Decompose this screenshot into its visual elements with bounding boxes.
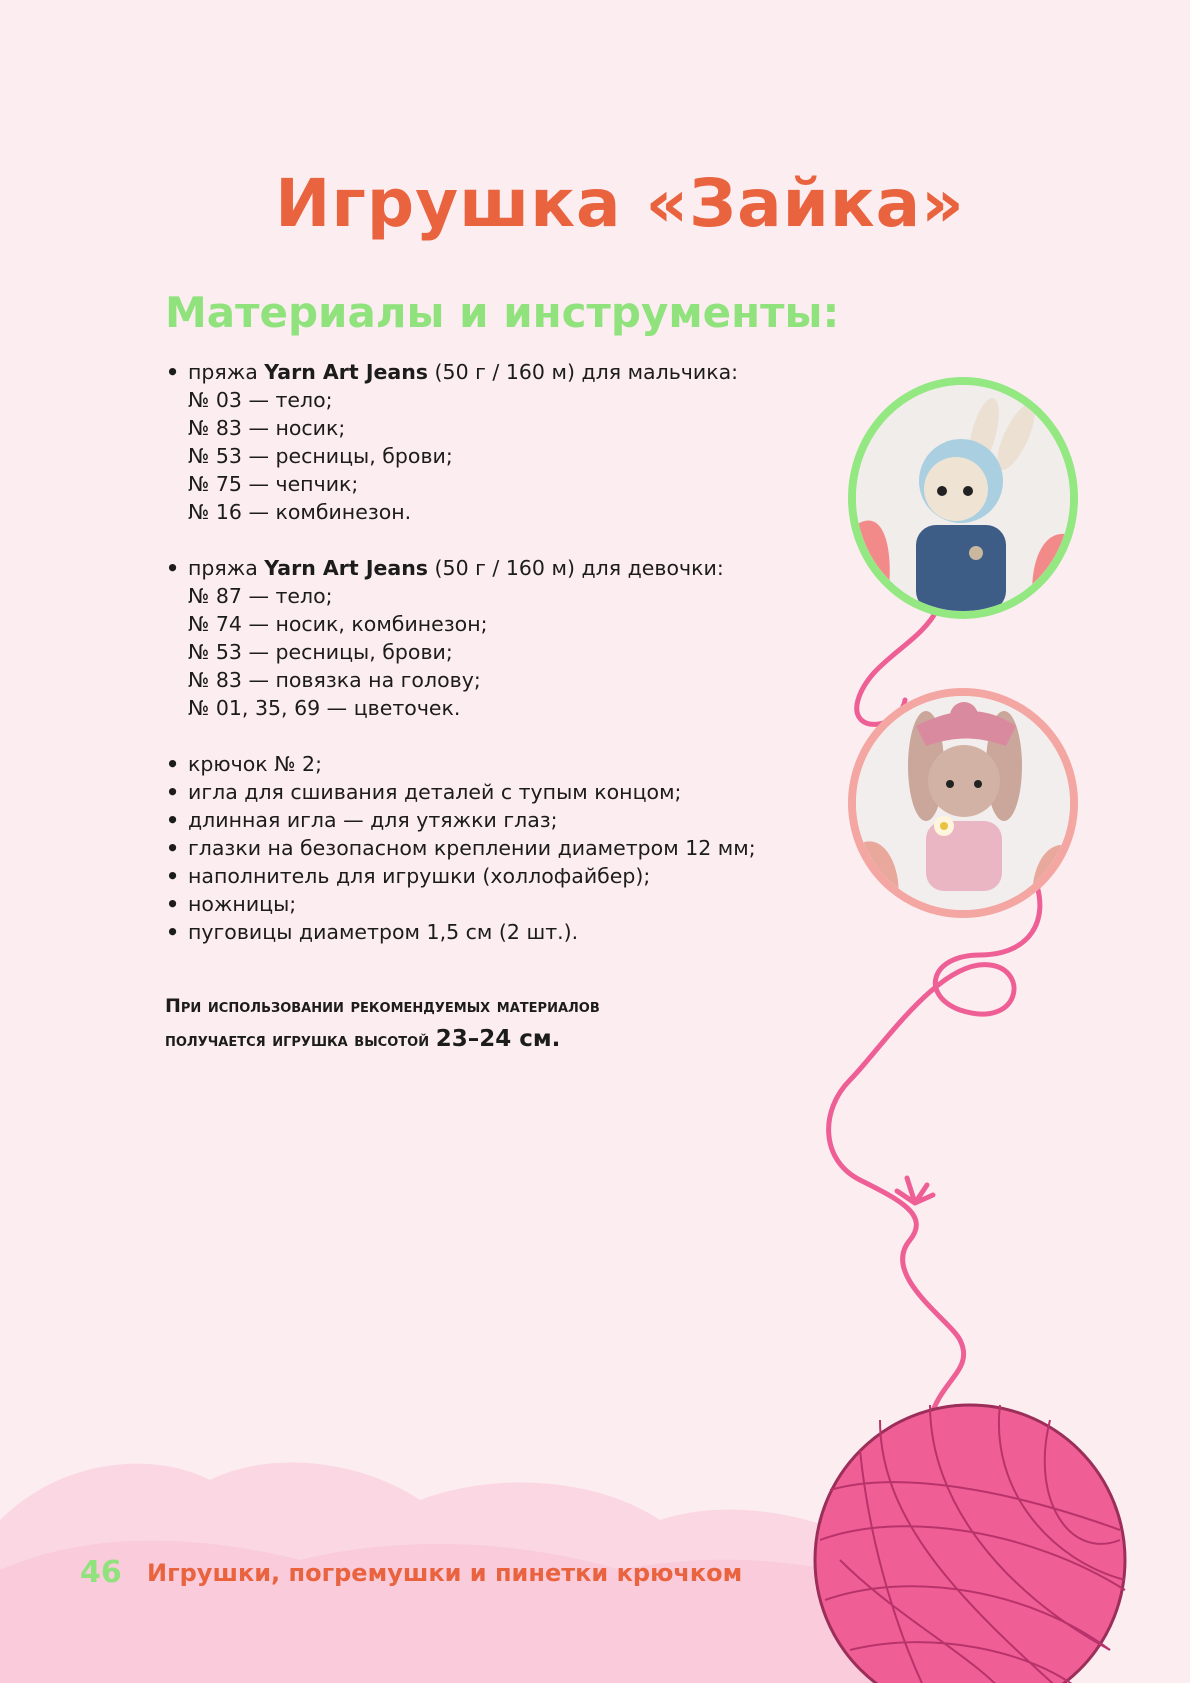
size-note-line2: получается игрушка высотой xyxy=(165,1029,436,1051)
girl-bunny-photo xyxy=(848,688,1078,918)
tool-item: • крючок № 2; xyxy=(160,750,800,778)
girl-yarn-color: № 87 — тело; xyxy=(188,584,333,608)
boy-yarn-item xyxy=(160,358,800,386)
boy-bunny-image xyxy=(856,385,1070,611)
girl-yarn-color: № 53 — ресницы, брови; xyxy=(188,640,453,664)
boy-yarn-color: № 83 — носик; xyxy=(188,416,346,440)
book-title: Игрушки, погремушки и пинетки крючком xyxy=(147,1559,743,1587)
tool-item: • игла для сшивания деталей с тупым концом; xyxy=(160,778,800,806)
boy-yarn-color: № 75 — чепчик; xyxy=(188,472,359,496)
boy-yarn-color: № 03 — тело; xyxy=(188,388,333,412)
tool-item: • глазки на безопасном креплении диаметром 12 мм; xyxy=(160,834,800,862)
boy-yarn-suffix: (50 г / 160 м) для мальчика: xyxy=(428,360,739,384)
girl-yarn-color: № 01, 35, 69 — цветочек. xyxy=(188,696,461,720)
tool-item: • ножницы; xyxy=(160,890,800,918)
boy-yarn-prefix: пряжа xyxy=(188,360,265,384)
boy-yarn-color: № 16 — комбинезон. xyxy=(188,500,412,524)
girl-yarn-color: № 74 — носик, комбинезон; xyxy=(188,612,488,636)
page-title: Игрушка «Зайка» xyxy=(275,165,965,242)
tool-item: • пуговицы диаметром 1,5 см (2 шт.). xyxy=(160,918,800,946)
girl-yarn-prefix: пряжа xyxy=(188,556,265,580)
girl-yarn-group xyxy=(160,554,800,722)
boy-yarn-brand: Yarn Art Jeans xyxy=(264,360,429,384)
boy-bunny-photo xyxy=(848,377,1078,619)
page-number: 46 xyxy=(80,1555,122,1590)
girl-yarn-suffix: (50 г / 160 м) для девочки: xyxy=(428,556,724,580)
tools-list xyxy=(160,750,800,946)
girl-bunny-image xyxy=(856,696,1070,910)
girl-yarn-item xyxy=(160,554,800,582)
tool-item: • длинная игла — для утяжки глаз; xyxy=(160,806,800,834)
section-heading: Материалы и инструменты: xyxy=(165,288,840,337)
toy-height: 23–24 см. xyxy=(435,1026,561,1052)
size-note-line1: При использовании рекомендуемых материалов xyxy=(165,995,600,1017)
boy-yarn-group xyxy=(160,358,800,526)
boy-yarn-color: № 53 — ресницы, брови; xyxy=(188,444,453,468)
tool-item: • наполнитель для игрушки (холлофайбер); xyxy=(160,862,800,890)
girl-yarn-color: № 83 — повязка на голову; xyxy=(188,668,481,692)
girl-yarn-brand: Yarn Art Jeans xyxy=(264,556,429,580)
materials-list xyxy=(160,358,800,946)
size-note xyxy=(165,990,785,1057)
